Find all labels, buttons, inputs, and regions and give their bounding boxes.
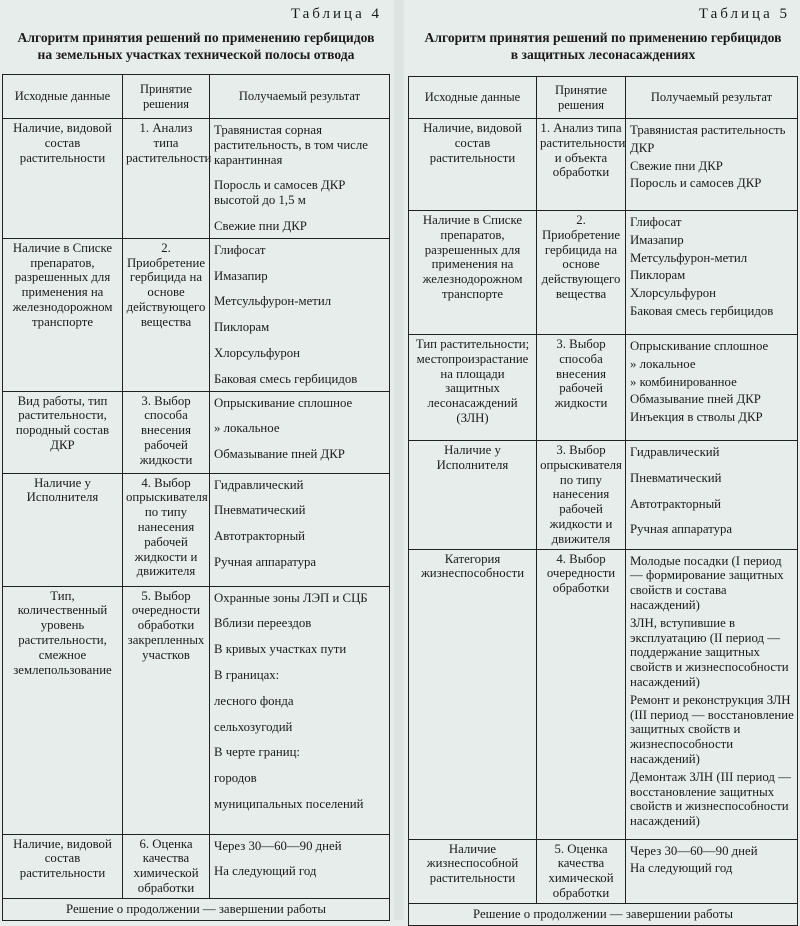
final-row: [3, 898, 390, 920]
decision-cell: 4. Выбор опрыскивателя по типу нанесения рабочей жидкости и движителя: [123, 473, 210, 586]
input-data-cell: Наличие, видовой состав растительности: [3, 834, 123, 898]
decision-cell: 5. Выбор очередности обработки закрепленных участков: [123, 586, 210, 834]
input-data-cell: Вид работы, тип растительности, породный состав ДКР: [3, 391, 123, 473]
result-item: Глифосат: [630, 215, 682, 229]
result-item: Автотракторный: [630, 496, 722, 511]
result-item: Ручная аппаратура: [630, 522, 733, 537]
input-data-cell: Наличие у Исполнителя: [409, 441, 537, 550]
algorithm-table: [408, 76, 798, 926]
decision-cell: 1. Анализ типа растительности и объекта обработки: [537, 119, 626, 211]
result-item: В кривых участках пути: [214, 642, 347, 657]
result-item: В границах:: [214, 667, 280, 682]
decision-cell: 6. Оценка качества химической обработки: [123, 834, 210, 898]
result-cell: [210, 586, 390, 834]
table-title: [2, 29, 390, 63]
table-row: [409, 211, 798, 335]
header-row: [3, 75, 390, 119]
result-item: » локальное: [214, 421, 280, 436]
result-item: На следующий год: [214, 864, 317, 879]
result-item: Пневматический: [214, 503, 306, 518]
decision-cell: 4. Выбор очередности обработки: [537, 549, 626, 839]
decision-cell: 3. Выбор способа внесения рабочей жидкости: [123, 391, 210, 473]
table-row: [3, 586, 390, 834]
result-item: Травянистая сорная растительность, в том числе карантинная: [214, 123, 368, 167]
table-title-line: на земельных участках технической полосы отвода: [37, 47, 355, 62]
result-item: Через 30—60—90 дней: [214, 838, 342, 853]
result-item: » комбинированное: [630, 374, 737, 389]
result-item: Травянистая растительность: [630, 123, 786, 137]
table-5-panel: [406, 0, 800, 920]
result-item: ДКР: [630, 140, 655, 155]
result-item: Поросль и самосев ДКР: [630, 176, 762, 191]
input-data-cell: Наличие в Списке препаратов, разрешенных для применения на железнодорожном транспорте: [3, 238, 123, 391]
result-item: Через 30—60—90 дней: [630, 843, 758, 858]
result-item: Метсульфурон-метил: [630, 250, 748, 265]
header-decision: Принятие решения: [537, 77, 626, 119]
result-item: Гидравлический: [214, 477, 304, 492]
result-item: » локальное: [630, 356, 696, 371]
decision-cell: 5. Оценка качества химической обработки: [537, 839, 626, 903]
result-item: лесного фонда: [214, 693, 294, 708]
input-data-cell: Категория жизнеспособности: [409, 549, 537, 839]
result-cell: [210, 391, 390, 473]
result-item: Баковая смесь гербицидов: [214, 371, 358, 386]
decision-cell: 3. Выбор опрыскивателя по типу нанесения рабочей жидкости и движителя: [537, 441, 626, 550]
result-cell: [626, 335, 798, 441]
header-result: Получаемый результат: [210, 75, 390, 119]
header-row: [409, 77, 798, 119]
input-data-cell: Наличие у Исполнителя: [3, 473, 123, 586]
result-cell: [626, 549, 798, 839]
header-decision: Принятие решения: [123, 75, 210, 119]
input-data-cell: Тип растительности; местопроизрастание на площади защитных лесонасаждений (ЗЛН): [409, 335, 537, 441]
table-row: [3, 391, 390, 473]
table-row: [409, 119, 798, 211]
algorithm-table: [2, 74, 390, 921]
result-item: Свежие пни ДКР: [630, 158, 723, 173]
table-row: [3, 119, 390, 239]
result-cell: [210, 238, 390, 391]
result-item: Автотракторный: [214, 529, 306, 544]
input-data-cell: Наличие жизнеспособной растительности: [409, 839, 537, 903]
result-item: Имазапир: [214, 268, 268, 283]
result-item: Пневматический: [630, 470, 722, 485]
header-data: Исходные данные: [409, 77, 537, 119]
table-number: Таблица 5: [698, 6, 790, 22]
table-row: [409, 441, 798, 550]
result-item: Опрыскивание сплошное: [630, 339, 769, 353]
final-decision: Решение о продолжении — завершении работы: [409, 903, 798, 925]
table-row: [409, 335, 798, 441]
result-item: Вблизи переездов: [214, 616, 312, 631]
table-row: [409, 549, 798, 839]
result-item: Демонтаж ЗЛН (III период — восстановление защитных свойств и жизнеспособности насаждений): [630, 769, 791, 829]
result-item: Обмазывание пней ДКР: [214, 447, 345, 462]
result-item: Обмазывание пней ДКР: [630, 392, 761, 407]
result-cell: [210, 834, 390, 898]
result-item: Свежие пни ДКР: [214, 218, 307, 233]
result-item: Молодые посадки (I период — формирование защитных свойств и состава насаждений): [630, 553, 784, 612]
input-data-cell: Тип, количественный уровень растительности, смежное землепользование: [3, 586, 123, 834]
final-row: [409, 903, 798, 925]
result-item: Опрыскивание сплошное: [214, 395, 353, 410]
result-item: Хлорсульфурон: [214, 345, 301, 360]
table-row: [409, 839, 798, 903]
result-item: Пиклорам: [214, 320, 270, 335]
table-row: [3, 238, 390, 391]
result-item: ЗЛН, вступившие в эксплуатацию (II период — поддержание защитных свойств и жизнеспособности насаждений): [630, 615, 789, 689]
result-cell: [626, 211, 798, 335]
result-item: Имазапир: [630, 232, 684, 247]
table-row: [3, 473, 390, 586]
input-data-cell: Наличие, видовой состав растительности: [3, 119, 123, 239]
page-gutter: [394, 0, 404, 920]
header-result: Получаемый результат: [626, 77, 798, 119]
result-item: Ручная аппаратура: [214, 554, 317, 569]
decision-cell: 2. Приобретение гербицида на основе действующего вещества: [123, 238, 210, 391]
table-title: [408, 29, 798, 63]
result-item: городов: [214, 771, 257, 786]
result-item: Баковая смесь гербицидов: [630, 303, 774, 318]
table-row: [3, 834, 390, 898]
input-data-cell: Наличие в Списке препаратов, разрешенных для применения на железнодорожном транспорте: [409, 211, 537, 335]
result-item: На следующий год: [630, 861, 733, 876]
final-decision: Решение о продолжении — завершении работы: [3, 898, 390, 920]
header-data: Исходные данные: [3, 75, 123, 119]
result-item: Хлорсульфурон: [630, 286, 717, 301]
decision-cell: 2. Приобретение гербицида на основе действующего вещества: [537, 211, 626, 335]
result-cell: [210, 473, 390, 586]
table-title-line: Алгоритм принятия решений по применению гербицидов: [424, 30, 782, 45]
result-item: Инъекция в стволы ДКР: [630, 410, 763, 425]
result-item: В черте границ:: [214, 745, 300, 760]
decision-cell: 1. Анализ типа растительности: [123, 119, 210, 239]
result-cell: [210, 119, 390, 239]
input-data-cell: Наличие, видовой состав растительности: [409, 119, 537, 211]
result-item: муниципальных поселений: [214, 796, 364, 811]
result-item: сельхозугодий: [214, 719, 293, 734]
result-item: Глифосат: [214, 242, 266, 257]
result-cell: [626, 441, 798, 550]
result-item: Пиклорам: [630, 268, 686, 283]
result-item: Гидравлический: [630, 445, 720, 459]
result-item: Охранные зоны ЛЭП и СЦБ: [214, 590, 368, 605]
table-title-line: в защитных лесонасаждениях: [510, 47, 696, 62]
table-4-panel: [0, 0, 392, 920]
result-item: Метсульфурон-метил: [214, 294, 332, 309]
result-item: Поросль и самосев ДКР высотой до 1,5 м: [214, 178, 346, 208]
decision-cell: 3. Выбор способа внесения рабочей жидкости: [537, 335, 626, 441]
table-number: Таблица 4: [290, 6, 382, 22]
result-cell: [626, 119, 798, 211]
result-item: Ремонт и реконструкция ЗЛН (III период — восстановление защитных свойств и жизнеспособности насаждений): [630, 692, 794, 766]
result-cell: [626, 839, 798, 903]
table-title-line: Алгоритм принятия решений по применению гербицидов: [17, 30, 375, 45]
